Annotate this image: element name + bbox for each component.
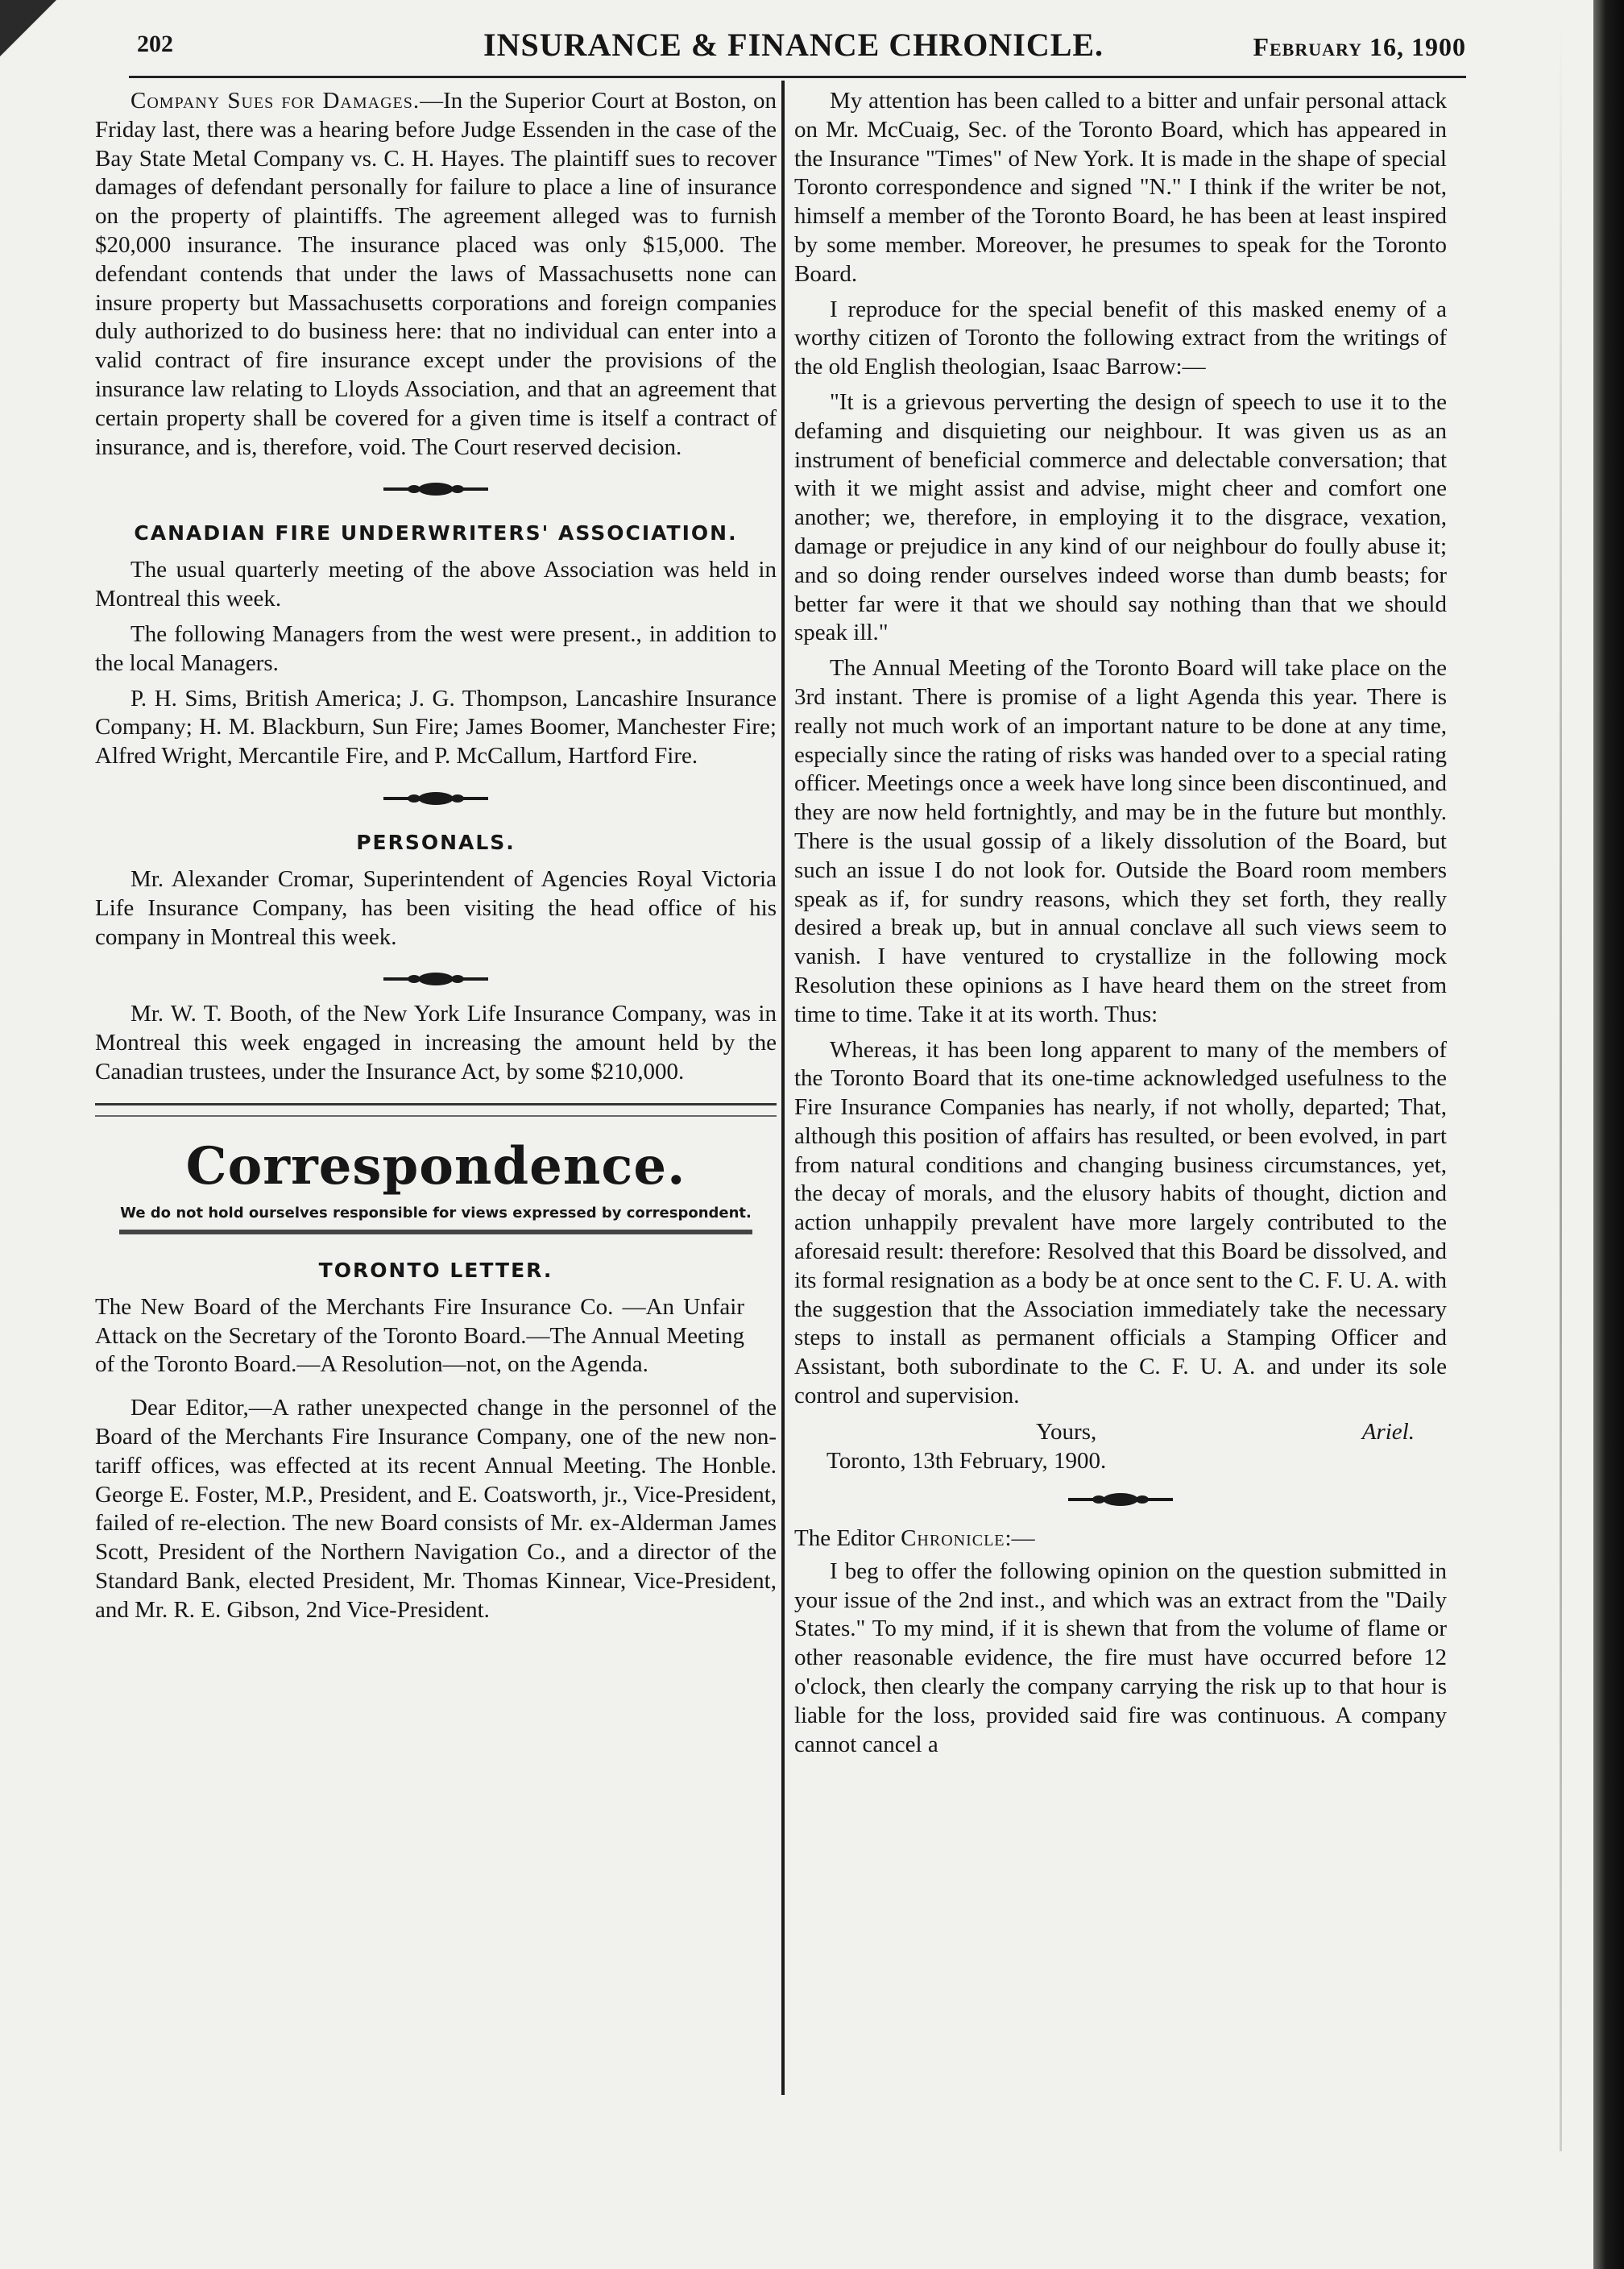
article-company-sues — [95, 87, 777, 462]
header-rule — [129, 76, 1466, 78]
diamond-dash-ornament-icon — [794, 1479, 1447, 1520]
section-heading-cfua: CANADIAN FIRE UNDERWRITERS' ASSOCIATION. — [134, 521, 738, 545]
toronto-letter-paragraph: Dear Editor,—A rather unexpected change in the personnel of the Board of the Merchants Fire Insurance Company, one of the new non-tariff offices, was effected at its recent Annual Meeting. The Honble. George E. Foster, M.P., President, and E. Coatsworth, jr., Vice-President, failed of re-election. The new Board consists of Mr. ex-Alderman James Scott, President of the Northern Navigation Co., and a director of the Standard Bank, elected President, Mr. Thomas Kinnear, Vice-President, and Mr. R. E. Gibson, 2nd Vice-President. — [95, 1395, 777, 1623]
signoff-yours: Yours, — [1036, 1418, 1097, 1445]
letter-salutation — [794, 1524, 1447, 1553]
article-body: —In the Superior Court at Boston, on Friday last, there was a hearing before Judge Essenden in the case of the Bay State Metal Company vs. C. H. Hayes. The plaintiff sues to recover damages of defendant personally for failure to place a line of insurance on the property of plaintiffs. The agreement alleged was to furnish $20,000 insurance. The insurance placed was only $15,000. The defendant contends that under the laws of Massachusetts none can insure property but Massachusetts corporations and foreign companies duly authorized to do business here: that no individual can enter into a valid contract of fire insurance except under the provisions of the insurance law relating to Lloyds Association, and that an agreement that certain property shall be covered for a given time is itself a contract of insurance, and is, therefore, void. The Court reserved decision. — [95, 88, 777, 460]
mock-resolution: Whereas, it has been long apparent to many of the members of the Toronto Board that its one-time acknowledged usefulness to the Fire Insurance Companies has nearly, if not wholly, departed; That, although this position of affairs has resulted, or been evolved, in part from natural conditions and changing business circumstances, yet, the decay of morals, and the elusory habits of thought, diction and action unhappily prevalent have more largely contributed to the aforesaid result: therefore: Resolved that this Board be dissolved, and its formal resignation as a body be at once sent to the C. F. U. A. with the suggestion that the Association immediately take the necessary steps to install as permanent officials a Stamping Officer and Assistant, both subordinate to the C. F. U. A. and under its sole control and supervision. — [794, 1036, 1447, 1409]
diamond-dash-ornament-icon — [95, 958, 777, 1000]
barrow-quotation: "It is a grievous perverting the design of speech to use it to the defaming and disquieting our neighbour. It was given us as an instrument of beneficial commerce and delectable conversation; that with it we might assist and advise, might cheer and comfort one another; we, therefore, in employing it to the disgrace, vexation, damage or prejudice in any kind of our neighbour do foully abuse it; and so doing render ourselves indeed worse than dumb beasts; for better far were it that we should say nothing than that we should speak ill." — [794, 388, 1447, 646]
signoff-name: Ariel. — [1361, 1418, 1415, 1445]
issue-date: February 16, 1900 — [1253, 32, 1466, 61]
toronto-letter-paragraph: My attention has been called to a bitter and unfair personal attack on Mr. McCuaig, Sec. of the Toronto Board, which has appeared in the Insurance "Times" of New York. It is made in the shape of special Toronto correspondence and signed "N." I think if the writer be not, himself a member of the Toronto Board, he has been at least inspired by some member. Moreover, he presumes to speak for the Toronto Board. — [794, 88, 1447, 287]
folded-corner — [0, 0, 56, 56]
binding-shadow — [1593, 0, 1624, 2269]
double-rule — [95, 1103, 777, 1117]
personals-paragraph: Mr. W. T. Booth, of the New York Life Insurance Company, was in Montreal this week engaged in increasing the amount held by the Canadian trustees, under the Insurance Act, by some $210,000. — [95, 1001, 777, 1085]
cfua-managers-list: P. H. Sims, British America; J. G. Thompson, Lancashire Insurance Company; H. M. Blackburn, Sun Fire; James Boomer, Manchester Fire; Alfred Wright, Mercantile Fire, and P. McCallum, Hartford Fire. — [95, 685, 777, 769]
correspondence-disclaimer: We do not hold ourselves responsible for views expressed by correspondent. — [120, 1204, 752, 1222]
letter-dateline: Toronto, 13th February, 1900. — [826, 1447, 1107, 1474]
personals-paragraph: Mr. Alexander Cromar, Superintendent of Agencies Royal Victoria Life Insurance Company, has been visiting the head office of his company in Montreal this week. — [95, 865, 777, 950]
salutation-word: Chronicle — [901, 1524, 1005, 1551]
section-heading-personals: PERSONALS. — [356, 830, 516, 854]
letter-signoff — [794, 1417, 1447, 1446]
salutation-prefix: The Editor — [794, 1524, 901, 1551]
article-lead: Company Sues for Damages. — [130, 88, 420, 114]
toronto-letter-subheads: The New Board of the Merchants Fire Insurance Co. —An Unfair Attack on the Secretary of the Toronto Board.—The Annual Meeting of the Toronto Board.—A Resolution—not, on the Agenda. — [95, 1293, 744, 1378]
toronto-letter-paragraph: I reproduce for the special benefit of this masked enemy of a worthy citizen of Toronto the following extract from the writings of the old English theologian, Isaac Barrow:— — [794, 296, 1447, 380]
cfua-paragraph: The usual quarterly meeting of the above Association was held in Montreal this week. — [95, 557, 777, 612]
cfua-paragraph: The following Managers from the west were present., in addition to the local Managers. — [95, 620, 777, 676]
section-heading-toronto-letter: TORONTO LETTER. — [318, 1258, 553, 1282]
right-column — [794, 87, 1447, 1765]
left-column — [95, 87, 777, 1631]
correspondence-masthead: Correspondence. — [185, 1135, 686, 1197]
journal-title: INSURANCE & FINANCE CHRONICLE. — [483, 27, 1104, 63]
page-number: 202 — [137, 31, 173, 57]
salutation-suffix: :— — [1005, 1524, 1035, 1551]
letter-paragraph: I beg to offer the following opinion on the question submitted in your issue of the 2nd inst., and which was an extract from the "Daily States." To my mind, if it is shewn that from the volume of flame or other reasonable evidence, the fire must have occurred before 12 o'clock, then clearly the company carrying the risk up to that hour is liable for the loss, provided said fire was continuous. A company cannot cancel a — [794, 1558, 1447, 1757]
diamond-dash-ornament-icon — [95, 468, 777, 510]
column-divider — [781, 81, 785, 2095]
page-edge-shadow — [1560, 24, 1562, 2151]
toronto-letter-paragraph: The Annual Meeting of the Toronto Board will take place on the 3rd instant. There is promise of a light Agenda this year. There is really not much work of an important nature to be done at any time, especially since the rating of risks was handed over to a special rating officer. Meetings once a week have long since been discontinued, and they are now held fortnightly, and may be in the future but monthly. There is the usual gossip of a likely dissolution of the Board, but such an issue I do not look for. Outside the Board room members speak as if, for sundry reasons, which they set forth, they really desired a break up, but in annual conclave all such views seem to vanish. I have ventured to crystallize in the following mock Resolution these opinions as I have heard them on the street from time to time. Take it at its worth. Thus: — [794, 655, 1447, 1027]
tapered-rule — [119, 1230, 752, 1234]
diamond-dash-ornament-icon — [95, 778, 777, 819]
page-header — [129, 21, 1466, 69]
